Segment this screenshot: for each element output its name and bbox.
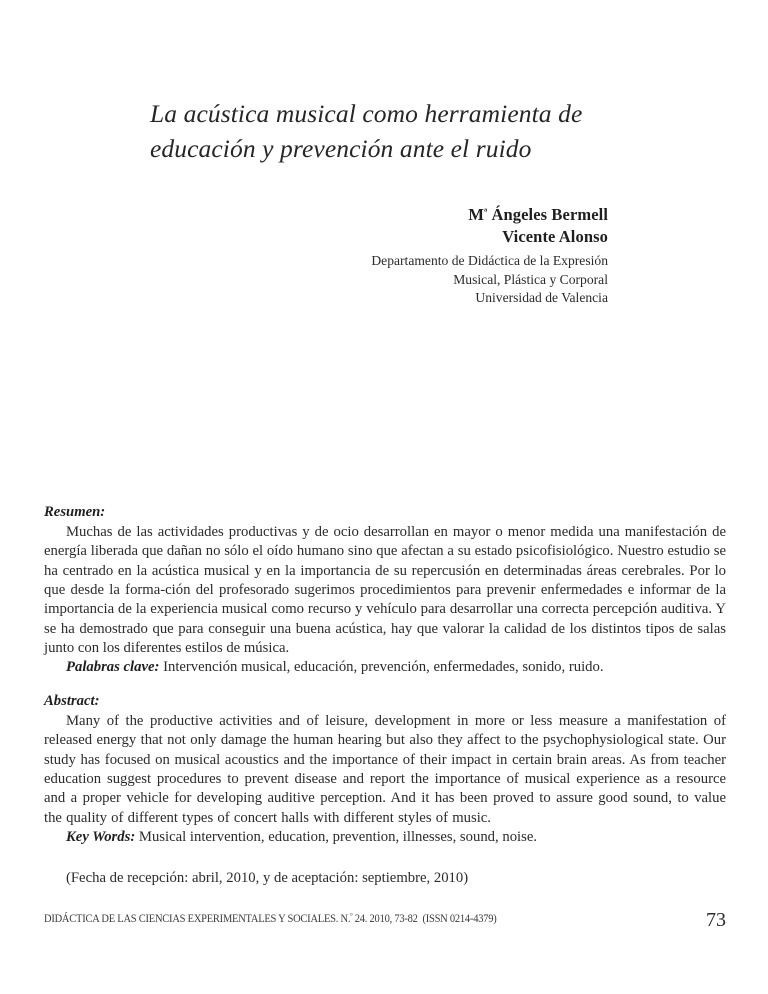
ordinal-indicator-icon: º bbox=[350, 911, 353, 921]
ordinal-indicator-icon: ª bbox=[484, 207, 488, 219]
resumen-label: Resumen: bbox=[44, 504, 106, 520]
title-line-1: La acústica musical como herramienta de bbox=[150, 99, 583, 128]
affiliation bbox=[188, 252, 608, 308]
dates-section bbox=[44, 869, 726, 888]
issn: (ISSN 0214-4379) bbox=[422, 913, 497, 925]
reception-acceptance-date: (Fecha de recepción: abril, 2010, y de aceptación: septiembre, 2010) bbox=[66, 870, 469, 886]
resumen-keywords bbox=[44, 658, 726, 677]
resumen-body: Muchas de las actividades productivas y de ocio desarrollan en mayor o menor medida una manifestación de energía liberada que dañan no sólo el oído humano sino que afectan a su estado psicofisiológico. Nuestro estudio se ha centrado en la acústica musical y en la importancia de su repercusión en determinadas áreas cerebrales. Por lo que desde la forma-ción del profesorado sugerimos procedimientos para prevenir enfermedades e informar de la importancia de la experiencia musical como recurso y vehículo para desarrollar una correcta percepción auditiva. Y se ha demostrado que para conseguir una buena acústica, hay que valorar la calidad de los distintos tipos de salas junto con los diferentes estilos de música. bbox=[44, 524, 726, 657]
issue-prefix: N. bbox=[340, 913, 351, 925]
abstract-body: Many of the productive activities and of leisure, development in more or less measure a manifestation of released energy that not only damage the human hearing but also they affect to the psychophysiological state. Our study has focused on musical acoustics and the importance of their impact in certain brain areas. As from teacher education suggest procedures to prevent disease and report the importance of musical experience as a resource and a proper vehicle for developing auditive perception. And it has been proved to assure good sound, to value the quality of different types of concert halls with different styles of music. bbox=[44, 713, 726, 826]
resumen-keywords-label: Palabras clave: bbox=[66, 659, 160, 676]
page-title bbox=[150, 96, 620, 166]
affiliation-line-3: Universidad de Valencia bbox=[475, 290, 608, 305]
journal-reference bbox=[44, 911, 497, 927]
page-number: 73 bbox=[706, 909, 726, 931]
author-block bbox=[188, 204, 608, 308]
abstract-section bbox=[44, 692, 726, 847]
author-name-1: $M^ª$ Ángeles Bermell bbox=[468, 205, 608, 224]
title-line-2: educación y prevención ante el ruido bbox=[150, 134, 532, 163]
abstract-keywords bbox=[44, 828, 726, 847]
page-footer bbox=[44, 911, 726, 941]
affiliation-line-1: Departamento de Didáctica de la Expresión bbox=[371, 253, 608, 268]
journal-name: DIDÁCTICA DE LAS CIENCIAS EXPERIMENTALES Y SOCIALES. bbox=[44, 913, 339, 925]
author-name-2: Vicente Alonso bbox=[502, 226, 608, 246]
issue-info: 24. 2010, 73-82 bbox=[352, 913, 418, 925]
resumen-keywords-value: Intervención musical, educación, prevención, enfermedades, sonido, ruido. bbox=[163, 659, 604, 676]
abstract-keywords-label: Key Words: bbox=[66, 829, 136, 846]
resumen-section bbox=[44, 503, 726, 678]
abstract-keywords-value: Musical intervention, education, prevention, illnesses, sound, noise. bbox=[138, 829, 538, 846]
affiliation-line-2: Musical, Plástica y Corporal bbox=[453, 271, 608, 287]
abstract-label: Abstract: bbox=[44, 693, 100, 709]
